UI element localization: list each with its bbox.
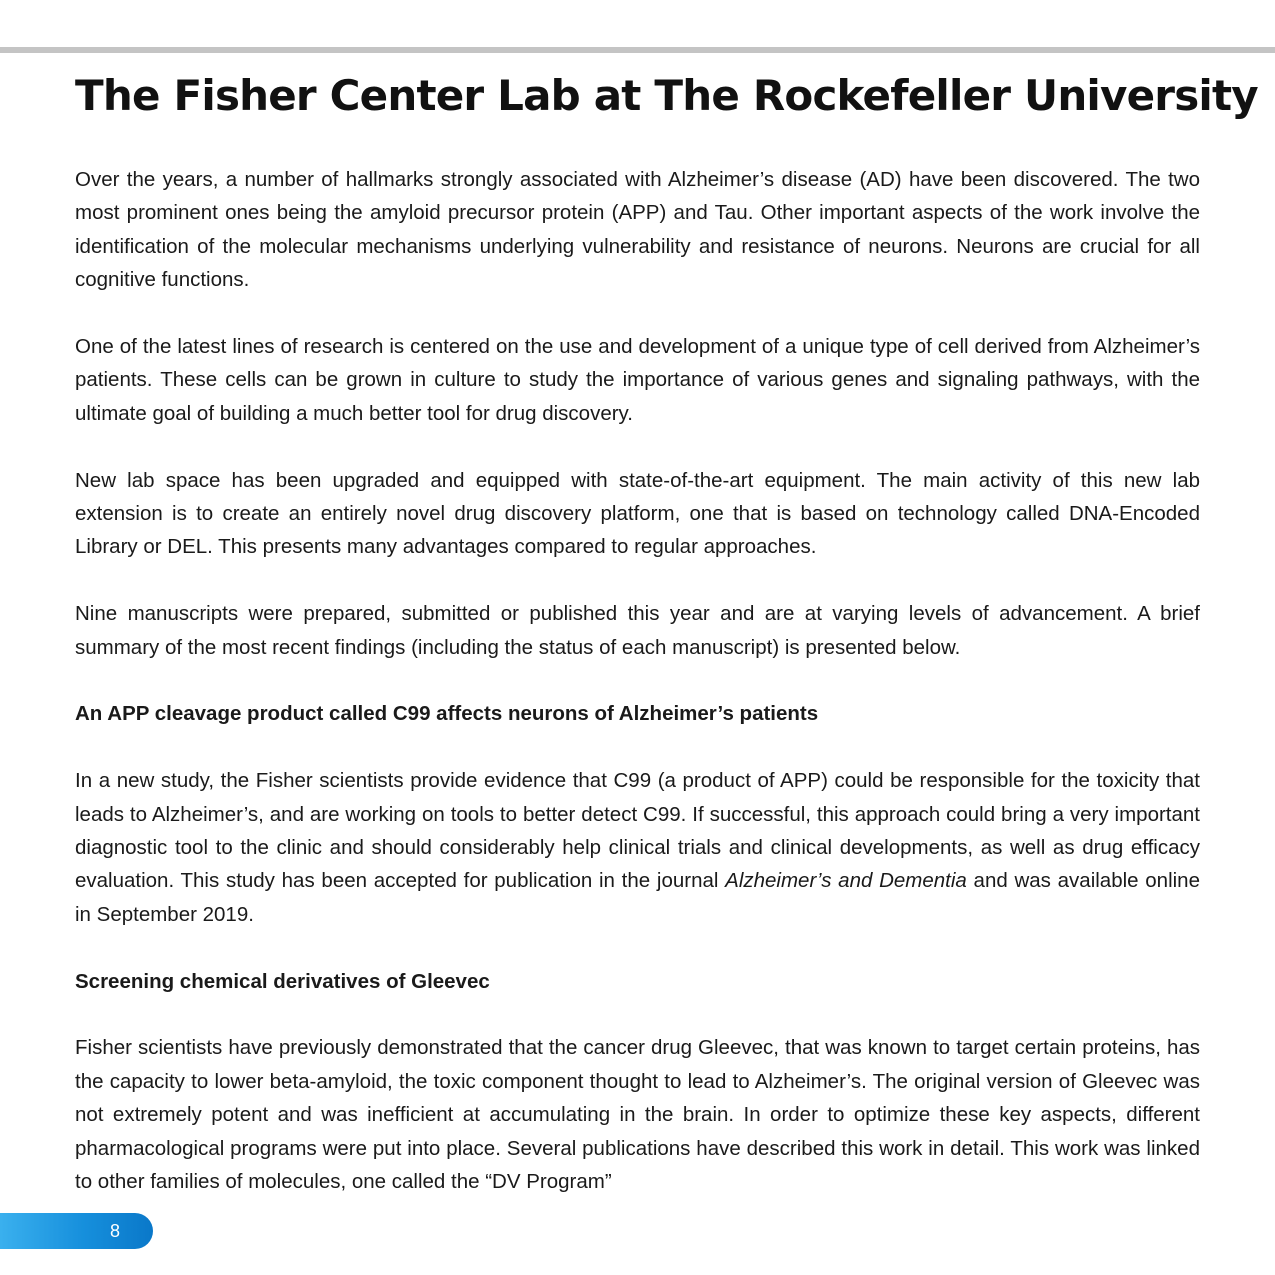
page-number: 8 xyxy=(109,1221,120,1241)
c99-body-start: In a new study, the Fisher scientists provide evidence that C99 (a product of APP) could be responsible for the toxicity that leads to Alzheimer’s, and are working on tools to better detect C99. If successful, this approach could bring a very important diagnostic tool to the clinic and should considerably help clinical trials and clinical developments, as well as drug efficacy evaluation. This study has been accepted for publication in the journal xyxy=(75,769,1200,893)
document-body xyxy=(75,163,1200,1232)
section-heading-c99: An APP cleavage product called C99 affects neurons of Alzheimer’s patients xyxy=(75,702,819,726)
journal-name: Alzheimer’s and Dementia xyxy=(725,869,967,893)
page-number-tab xyxy=(0,1213,153,1249)
research-paragraph: One of the latest lines of research is centered on the use and development of a unique type of cell derived from Alzheimer’s patients. These cells can be grown in culture to study the importance of various genes and signaling pathways, with the ultimate goal of building a much better tool for drug discovery. xyxy=(75,335,1200,425)
top-divider xyxy=(0,47,1275,53)
manuscripts-paragraph: Nine manuscripts were prepared, submitted or published this year and are at varying levels of advancement. A brief summary of the most recent findings (including the status of each manuscript) is presented below. xyxy=(75,602,1200,659)
lab-space-paragraph: New lab space has been upgraded and equipped with state-of-the-art equipment. The main activity of this new lab extension is to create an entirely novel drug discovery platform, one that is based on technology called DNA-Encoded Library or DEL. This presents many advantages compared to regular approaches. xyxy=(75,468,1200,559)
c99-body-end: and was available online in September 2019. xyxy=(75,869,1200,926)
intro-paragraph: Over the years, a number of hallmarks strongly associated with Alzheimer’s disease (AD) have been discovered. The two most prominent ones being the amyloid precursor protein (APP) and Tau. Other important aspects of the work involve the identification of the molecular mechanisms underlying vulnerability and resistance of neurons. Neurons are crucial for all cognitive functions. xyxy=(75,168,1200,292)
section-body-gleevec: Fisher scientists have previously demonstrated that the cancer drug Gleevec, that was known to target certain proteins, has the capacity to lower beta-amyloid, the toxic component thought to lead to Alzheimer’s. The original version of Gleevec was not extremely potent and was inefficient at accumulating in the brain. In order to optimize these key aspects, different pharmacological programs were put into place. Several publications have described this work in detail. This work was linked to other families of molecules, one called the “DV Program” xyxy=(75,1036,1200,1194)
page-title: The Fisher Center Lab at The Rockefeller University xyxy=(75,71,1258,120)
section-body-c99 xyxy=(75,764,1200,931)
section-heading-gleevec: Screening chemical derivatives of Gleevec xyxy=(75,969,490,993)
